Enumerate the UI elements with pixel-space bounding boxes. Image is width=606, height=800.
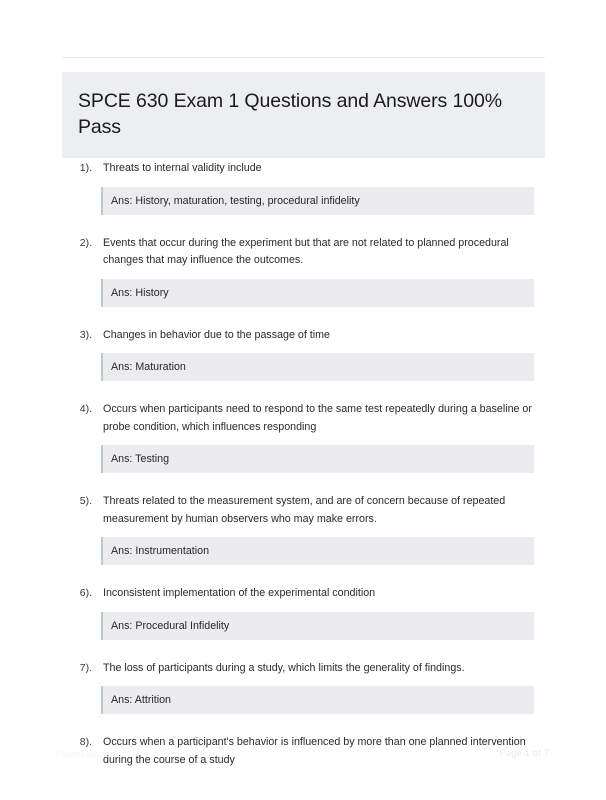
answer-text: Ans: Instrumentation — [111, 545, 210, 557]
question-row — [0, 493, 606, 528]
qa-item — [0, 401, 606, 473]
qa-item — [0, 660, 606, 715]
question-number: 2). — [79, 236, 92, 249]
question-number: 3). — [79, 328, 92, 341]
qa-item — [0, 235, 606, 307]
question-text: Inconsistent implementation of the experimental condition — [103, 587, 376, 599]
qa-item — [0, 160, 606, 215]
document-title-banner — [62, 72, 545, 158]
answer-text: Ans: Maturation — [111, 361, 186, 373]
answer-box — [101, 445, 534, 473]
page-title: SPCE 630 Exam 1 Questions and Answers 100% Pass — [78, 90, 502, 138]
question-number: 7). — [79, 661, 92, 674]
watermark-text: PaperStlic.com — [56, 749, 118, 759]
qa-item — [0, 493, 606, 565]
answer-box — [101, 187, 534, 215]
question-number: 8). — [79, 736, 92, 748]
answer-box — [101, 537, 534, 565]
question-row — [0, 401, 606, 436]
question-text: Threats related to the measurement system, and are of concern because of repeated measurement by human observers who may make errors. — [103, 495, 506, 525]
question-row — [0, 660, 606, 678]
question-number: 5). — [79, 495, 92, 507]
question-text: The loss of participants during a study, which limits the generality of findings. — [103, 661, 465, 674]
answer-box — [101, 353, 534, 381]
question-number: 1). — [79, 162, 92, 174]
question-number: 4). — [79, 403, 92, 415]
question-number: 6). — [79, 587, 92, 599]
question-text: Changes in behavior due to the passage of time — [103, 328, 330, 341]
question-text: Events that occur during the experiment but that are not related to planned procedural changes that may influence the outcomes. — [103, 236, 509, 266]
answer-text: Ans: History, maturation, testing, procedural infidelity — [111, 194, 360, 207]
question-answer-list — [0, 160, 606, 789]
question-row — [0, 585, 606, 603]
page-footer — [0, 740, 606, 800]
question-text: Threats to internal validity include — [103, 162, 262, 174]
question-text: Occurs when a participant's behavior is influenced by more than one planned intervention during the course of a study — [103, 736, 526, 766]
qa-item — [0, 585, 606, 640]
question-text: Occurs when participants need to respond to the same test repeatedly during a baseline or probe condition, which influences responding — [103, 403, 532, 433]
answer-text: Ans: Attrition — [111, 694, 171, 706]
qa-item — [0, 327, 606, 382]
header-divider — [62, 57, 545, 58]
page-number-label: Page 1 of 7 — [499, 748, 549, 759]
answer-box — [101, 686, 534, 714]
question-row — [0, 160, 606, 178]
question-row — [0, 327, 606, 345]
answer-box — [101, 279, 534, 307]
answer-text: Ans: Testing — [111, 453, 170, 465]
answer-text: Ans: Procedural Infidelity — [111, 619, 230, 632]
question-row — [0, 235, 606, 270]
answer-text: Ans: History — [111, 286, 169, 299]
answer-box — [101, 612, 534, 640]
